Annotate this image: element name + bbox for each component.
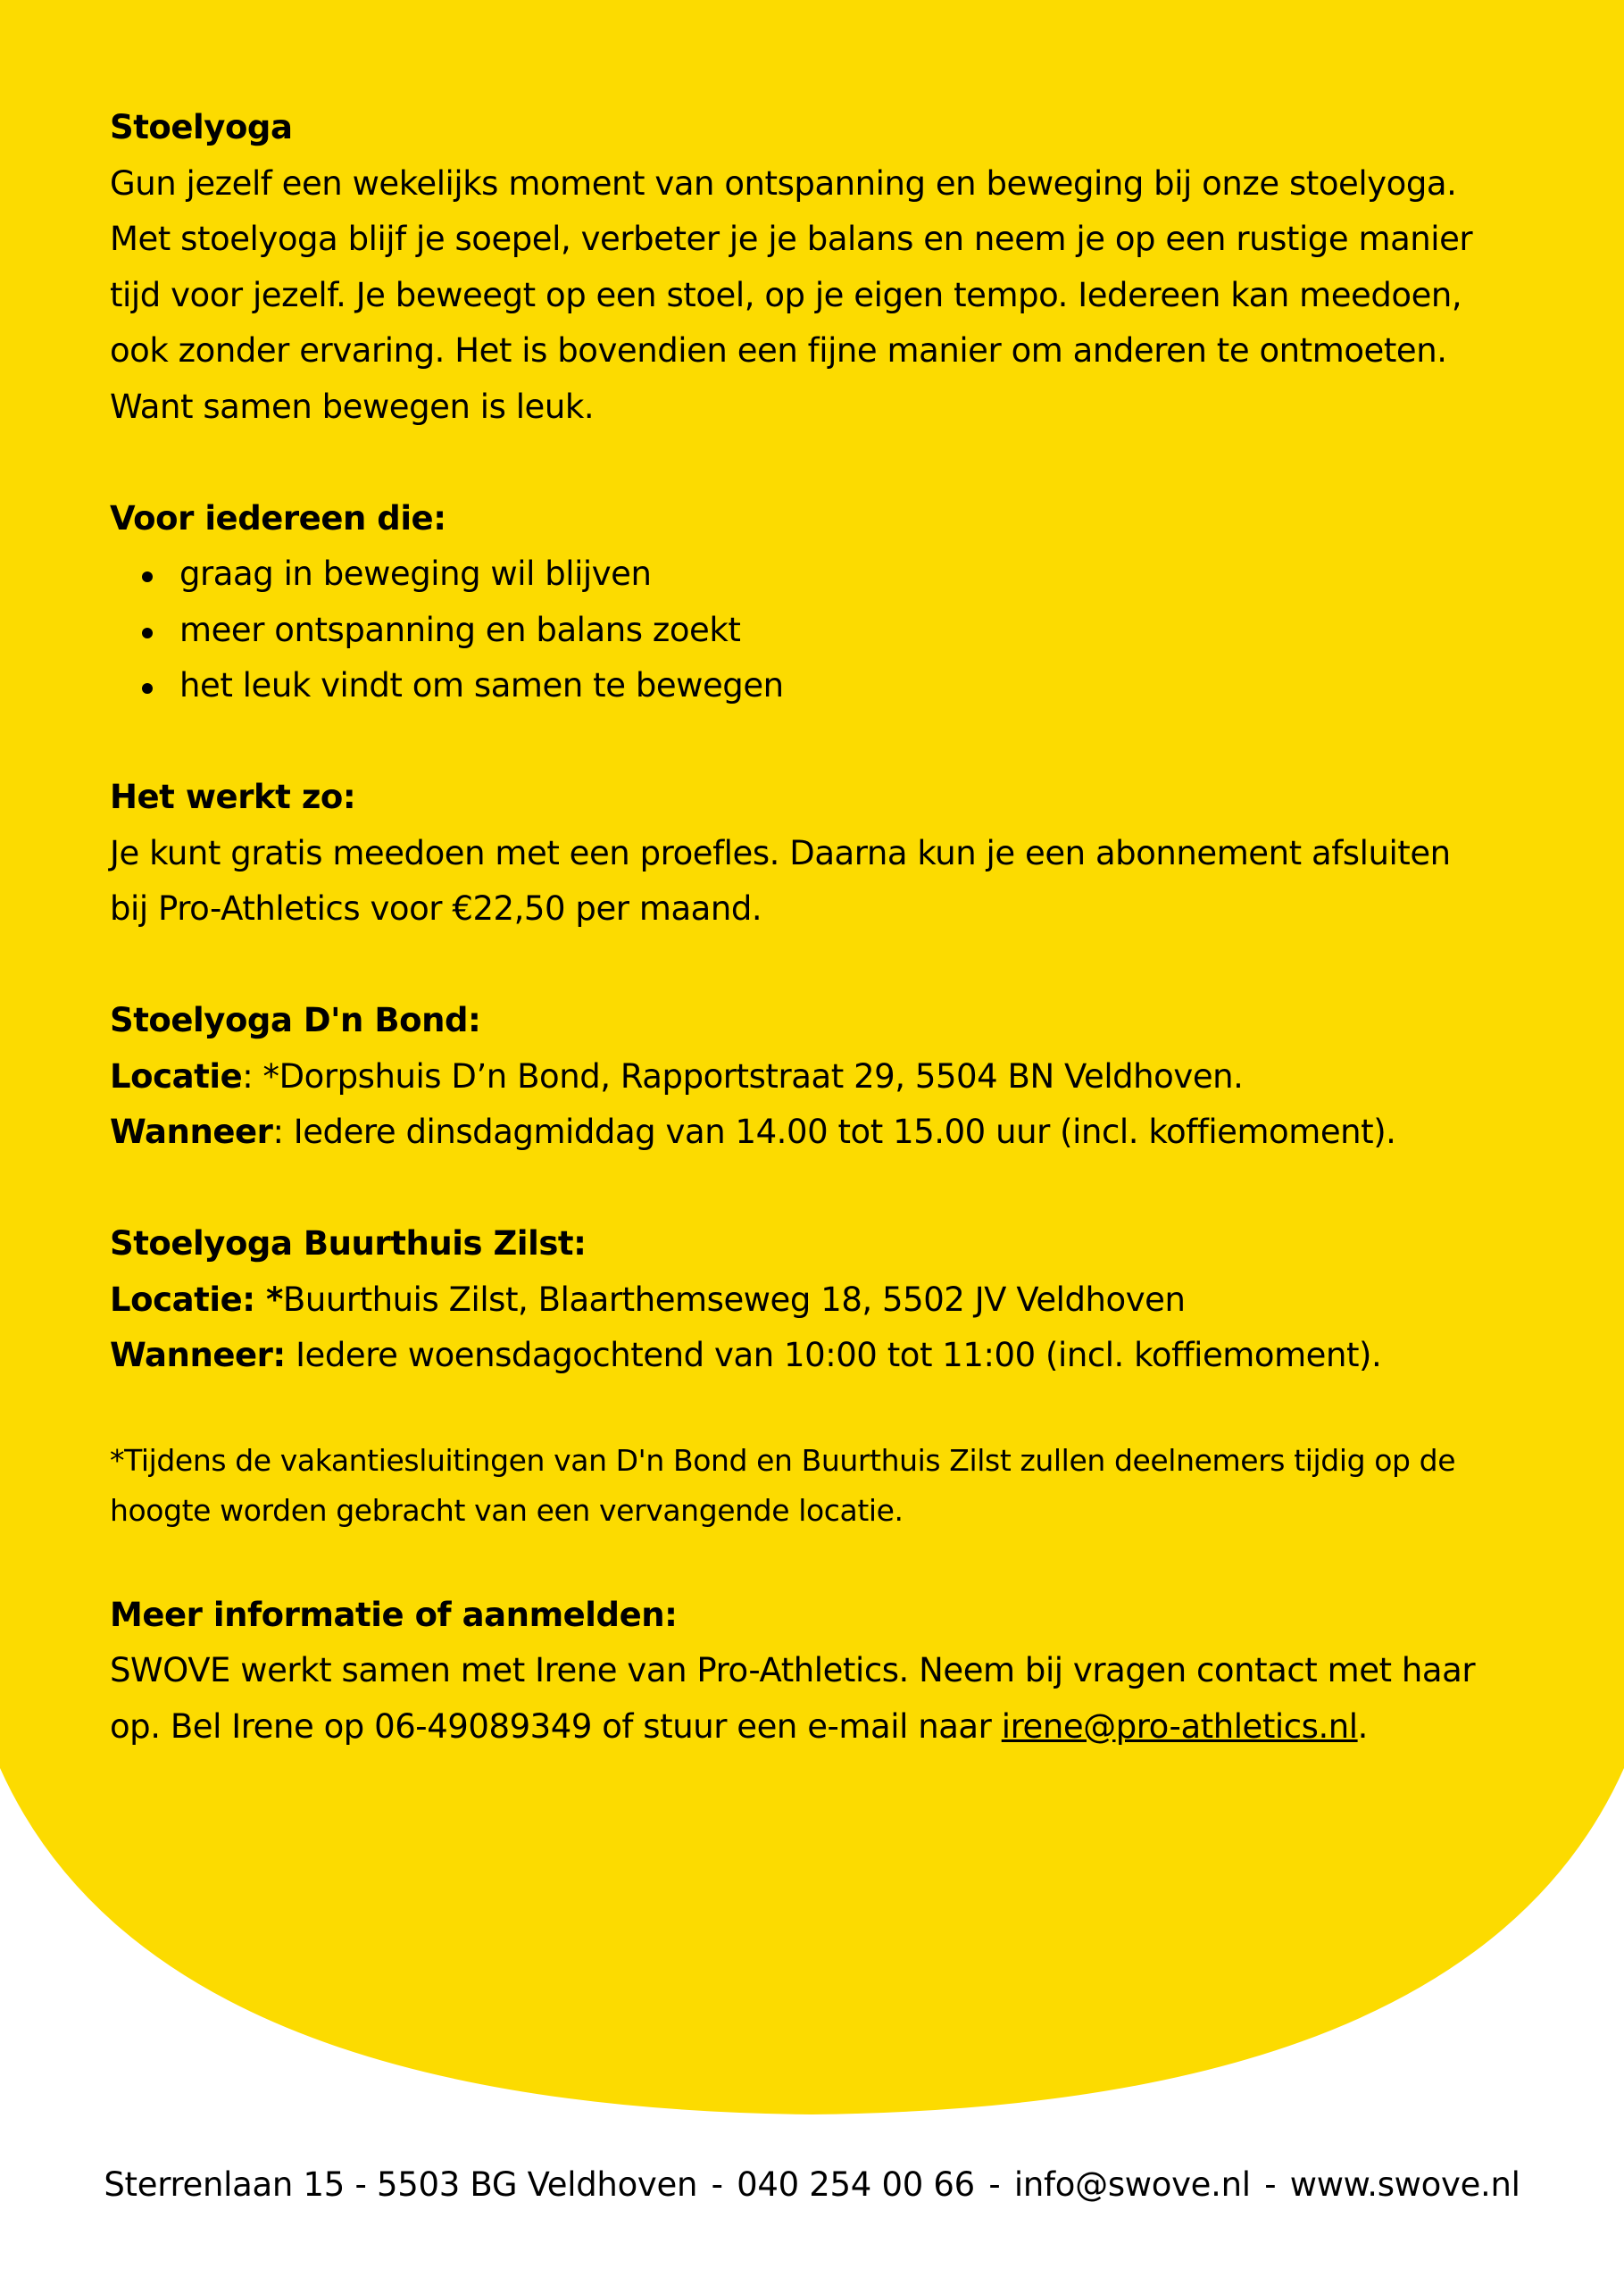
bond-location-value: : *Dorpshuis D’n Bond, Rapportstraat 29, 5504 BN Veldhoven. (242, 1056, 1244, 1096)
how-line: Je kunt gratis meedoen met een proefles. Daarna kun je een abonnement afsluiten (110, 833, 1451, 872)
info-line: op. Bel Irene op 06-49089349 of stuur een e-mail naar irene@pro-athletics.nl. (110, 1706, 1368, 1746)
zilst-when (110, 1328, 1529, 1384)
list-item: meer ontspanning en balans zoekt (110, 603, 1529, 659)
intro-line: Met stoelyoga blijf je soepel, verbeter je je balans en neem je op een rustige manier (110, 220, 1473, 258)
bullet-icon (142, 683, 153, 694)
info-line: SWOVE werkt samen met Irene van Pro-Athletics. Neem bij vragen contact met haar (110, 1651, 1476, 1689)
bond-when (110, 1105, 1529, 1161)
bond-when-value: : Iedere dinsdagmiddag van 14.00 tot 15.00 uur (incl. koffiemoment). (272, 1113, 1396, 1151)
email-link[interactable]: irene@pro-athletics.nl (1001, 1706, 1358, 1746)
bullet-icon (142, 628, 153, 638)
section-title-how: Het werkt zo: (110, 778, 356, 816)
section-title-bond: Stoelyoga D'n Bond: (110, 1001, 481, 1039)
zilst-when-label: Wanneer: (110, 1336, 286, 1374)
intro-line: ook zonder ervaring. Het is bovendien een fijne manier om anderen te ontmoeten. (110, 331, 1447, 370)
intro-line: Want samen bewegen is leuk. (110, 387, 595, 426)
section-title-audience: Voor iedereen die: (110, 498, 446, 538)
bullet-icon (142, 571, 153, 582)
vacation-note-line: *Tijdens de vakantiesluitingen van D'n Bond en Buurthuis Zilst zullen deelnemers tijdig op de (110, 1442, 1456, 1478)
document-body (110, 100, 1529, 1755)
vacation-note-line: hoogte worden gebracht van een vervangende locatie. (110, 1492, 904, 1528)
zilst-location-label: Locatie: * (110, 1280, 283, 1319)
zilst-location (110, 1272, 1529, 1329)
intro-line: tijd voor jezelf. Je beweegt op een stoel, op je eigen tempo. Iedereen kan meedoen, (110, 275, 1462, 314)
footer-address: Sterrenlaan 15 - 5503 BG Veldhoven (104, 2165, 698, 2204)
section-title-info: Meer informatie of aanmelden: (110, 1595, 678, 1634)
section-title-stoelyoga: Stoelyoga (110, 108, 293, 146)
footer-phone: 040 254 00 66 (737, 2165, 975, 2204)
footer-contact: Sterrenlaan 15 - 5503 BG Veldhoven - 040 254 00 66 - info@swove.nl - www.swove.nl (104, 2165, 1520, 2204)
section-title-zilst: Stoelyoga Buurthuis Zilst: (110, 1224, 587, 1263)
audience-list (110, 546, 1529, 714)
list-item: graag in beweging wil blijven (110, 546, 1529, 603)
intro-line: Gun jezelf een wekelijks moment van ontspanning en beweging bij onze stoelyoga. (110, 163, 1457, 203)
bond-when-label: Wanneer (110, 1113, 273, 1151)
bond-location-label: Locatie (110, 1056, 243, 1096)
how-line: bij Pro-Athletics voor €22,50 per maand. (110, 889, 762, 928)
zilst-location-value: Buurthuis Zilst, Blaarthemseweg 18, 5502 JV Veldhoven (282, 1280, 1186, 1319)
zilst-when-value: Iedere woensdagochtend van 10:00 tot 11:00 (incl. koffiemoment). (285, 1336, 1382, 1374)
footer-email-link[interactable]: info@swove.nl (1013, 2165, 1251, 2204)
footer-website-link[interactable]: www.swove.nl (1289, 2165, 1520, 2204)
bond-location (110, 1049, 1529, 1105)
list-item: het leuk vindt om samen te bewegen (110, 658, 1529, 714)
